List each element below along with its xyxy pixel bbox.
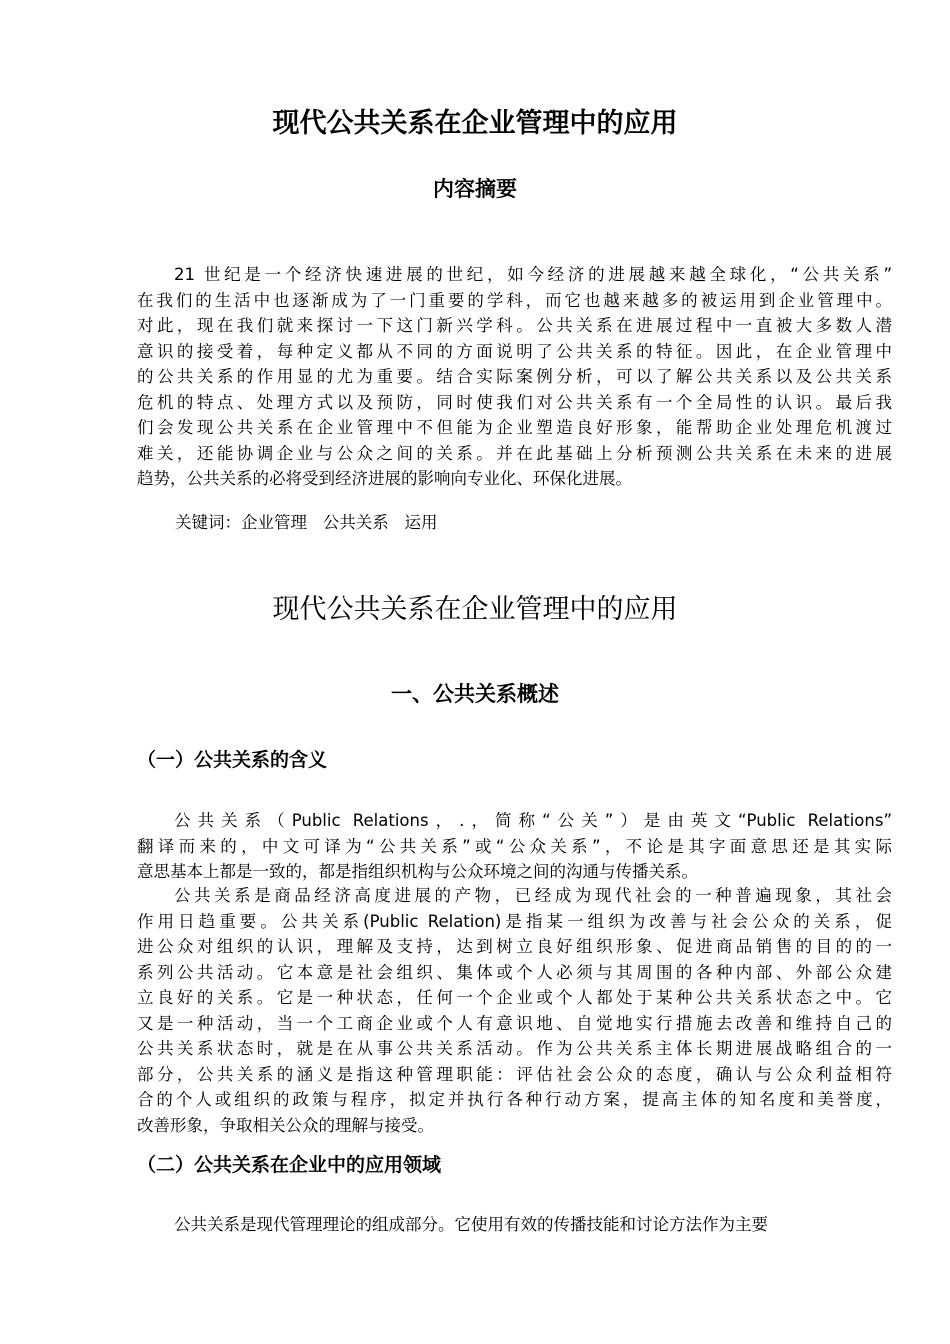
subsection-heading-2: （二）公共关系在企业中的应用领域 (137, 1154, 442, 1176)
abstract-line: 对此，现在我们就来探讨一下这门新兴学科。公共关系在进展过程中一直被大多数人潜 (137, 316, 892, 335)
abstract-line: 危机的特点、处理方式以及预防，同时使我们对公共关系有一个全局性的认识。最后我 (137, 392, 892, 412)
subsection1-paragraph-1 (137, 808, 892, 885)
abstract-line: 趋势，公共关系的必将受到经济进展的影响向专业化、环保化进展。 (137, 469, 632, 488)
paragraph-line: 作用日趋重要。公共关系(Public Relation)是指某一组织为改善与社会公众的关系，促 (137, 911, 892, 931)
abstract-line: 在我们的生活中也逐渐成为了一门重要的学科，而它也越来越多的被运用到企业管理中。 (137, 290, 892, 310)
paragraph-line: 立良好的关系。它是一种状态，任何一个企业或个人都处于某种公共关系状态之中。它 (137, 988, 892, 1007)
abstract-paragraph (137, 262, 892, 492)
paragraph-line: 翻译而来的，中文可译为“公共关系”或“公众关系”，不论是其字面意思还是其实际 (137, 836, 892, 856)
paragraph-line: 公共关系是现代管理理论的组成部分。它使用有效的传播技能和讨论方法作为主要 (174, 1215, 768, 1234)
paragraph-line: 部分，公共关系的涵义是指这种管理职能：评估社会公众的态度，确认与公众利益相符 (137, 1064, 892, 1084)
abstract-line: 的公共关系的作用显的尤为重要。结合实际案例分析，可以了解公共关系以及公共关系 (137, 367, 892, 386)
subsection1-paragraph-2 (137, 883, 892, 1138)
abstract-line: 难关，还能协调企业与公众之间的关系。并在此基础上分析预测公共关系在未来的进展 (137, 443, 892, 463)
abstract-line: 意识的接受着，每种定义都从不同的方面说明了公共关系的特征。因此，在企业管理中 (137, 341, 892, 361)
paragraph-line: 合的个人或组织的政策与程序，拟定并执行各种行动方案，提高主体的知名度和美誉度， (137, 1090, 892, 1109)
section-heading-1: 一、公共关系概述 (391, 682, 559, 706)
paragraph-line: 公共关系（Public Relations，.，简称“公关”）是由英文“Public Relations” (174, 811, 892, 830)
keywords-line: 关键词：企业管理 公共关系 运用 (175, 513, 438, 532)
abstract-line: 21 世纪是一个经济快速进展的世纪，如今经济的进展越来越全球化，“公共关系” (174, 265, 892, 284)
paragraph-line: 改善形象，争取相关公众的理解与接受。 (137, 1115, 434, 1135)
paragraph-line: 系列公共活动。它本意是社会组织、集体或个人必须与其周围的各种内部、外部公众建 (137, 962, 892, 982)
abstract-line: 们会发现公共关系在企业管理中不但能为企业塑造良好形象，能帮助企业处理危机渡过 (137, 418, 892, 437)
subsection-heading-1: （一）公共关系的含义 (137, 749, 328, 771)
paragraph-line: 意思基本上都是一致的，都是指组织机构与公众环境之间的沟通与传播关系。 (137, 862, 698, 881)
paragraph-line: 公共关系是商品经济高度进展的产物，已经成为现代社会的一种普遍现象，其社会 (174, 886, 892, 905)
paragraph-line: 公共关系状态时，就是在从事公共关系活动。作为公共关系主体长期进展战略组合的一 (137, 1039, 892, 1058)
main-title: 现代公共关系在企业管理中的应用 (272, 594, 678, 625)
subsection2-paragraph-1 (137, 1212, 892, 1238)
paragraph-line: 又是一种活动，当一个工商企业或个人有意识地、自觉地实行措施去改善和维持自己的 (137, 1013, 892, 1033)
abstract-heading: 内容摘要 (433, 177, 517, 201)
paragraph-line: 进公众对组织的认识，理解及支持，达到树立良好组织形象、促进商品销售的目的的一 (137, 937, 892, 956)
document-title: 现代公共关系在企业管理中的应用 (272, 108, 678, 139)
